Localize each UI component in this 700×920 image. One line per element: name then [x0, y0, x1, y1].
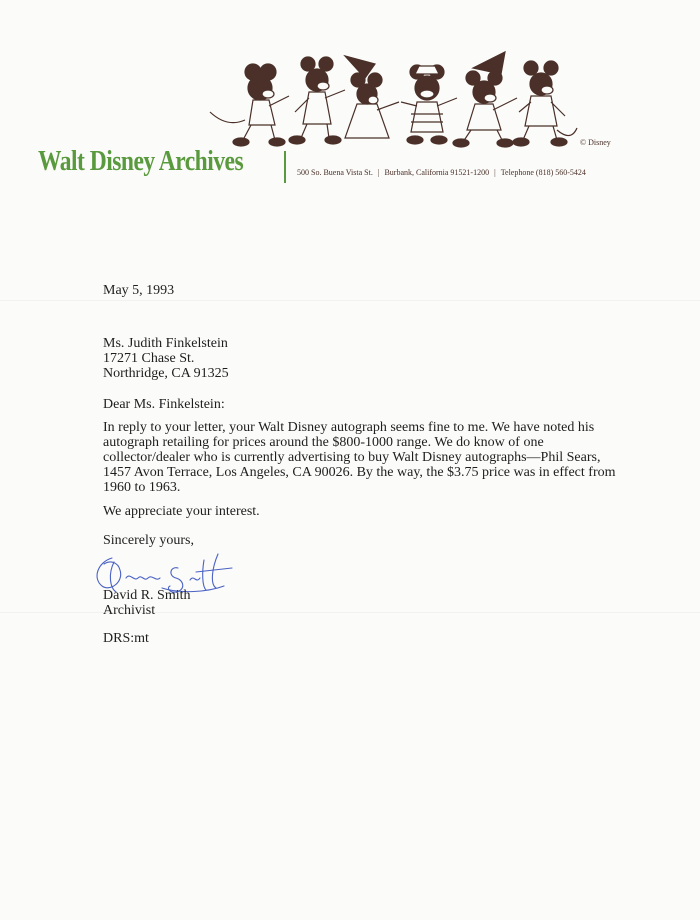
letterhead-address [297, 168, 586, 177]
copyright-notice: © Disney [580, 138, 611, 147]
mickey-mouse-icon [513, 61, 577, 146]
mickey-mouse-icon [453, 52, 517, 147]
address-separator: | [377, 168, 380, 177]
recipient-name: Ms. Judith Finkelstein [103, 336, 228, 351]
body-paragraph [103, 420, 643, 495]
typist-initials: DRS:mt [103, 631, 149, 646]
address-city: Burbank, California 91521-1200 [384, 168, 490, 177]
salutation: Dear Ms. Finkelstein: [103, 397, 225, 412]
signer-block [103, 588, 191, 618]
signer-title: Archivist [103, 603, 156, 618]
disney-characters-illustration [205, 50, 585, 150]
closing-line: Sincerely yours, [103, 533, 194, 548]
letterhead-divider [284, 151, 286, 183]
body-line: 1457 Avon Terrace, Los Angeles, CA 90026. By the way, the $3.75 price was in effect from [103, 465, 616, 480]
body-line: autograph retailing for prices around the $800-1000 range. We do know of one [103, 435, 544, 450]
appreciation-line: We appreciate your interest. [103, 504, 260, 519]
body-line: In reply to your letter, your Walt Disney autograph seems fine to me. We have noted his [103, 420, 595, 435]
address-street: 500 So. Buena Vista St. [297, 168, 373, 177]
minnie-mouse-icon [345, 56, 399, 138]
recipient-city: Northridge, CA 91325 [103, 366, 229, 381]
mickey-mouse-icon [401, 65, 457, 144]
letterhead-brand: Walt Disney Archives [38, 146, 244, 177]
signer-name: David R. Smith [103, 588, 191, 603]
mickey-mouse-icon [289, 57, 345, 144]
address-separator: | [494, 168, 496, 177]
mickey-mouse-icon [210, 64, 289, 146]
fold-line [0, 300, 700, 301]
letter-date: May 5, 1993 [103, 283, 175, 298]
body-line: collector/dealer who is currently advertising to buy Walt Disney autographs—Phil Sears, [103, 450, 601, 465]
address-phone: Telephone (818) 560-5424 [500, 168, 586, 177]
recipient-street: 17271 Chase St. [103, 351, 195, 366]
body-line: 1960 to 1963. [103, 480, 181, 495]
recipient-block [103, 336, 229, 381]
